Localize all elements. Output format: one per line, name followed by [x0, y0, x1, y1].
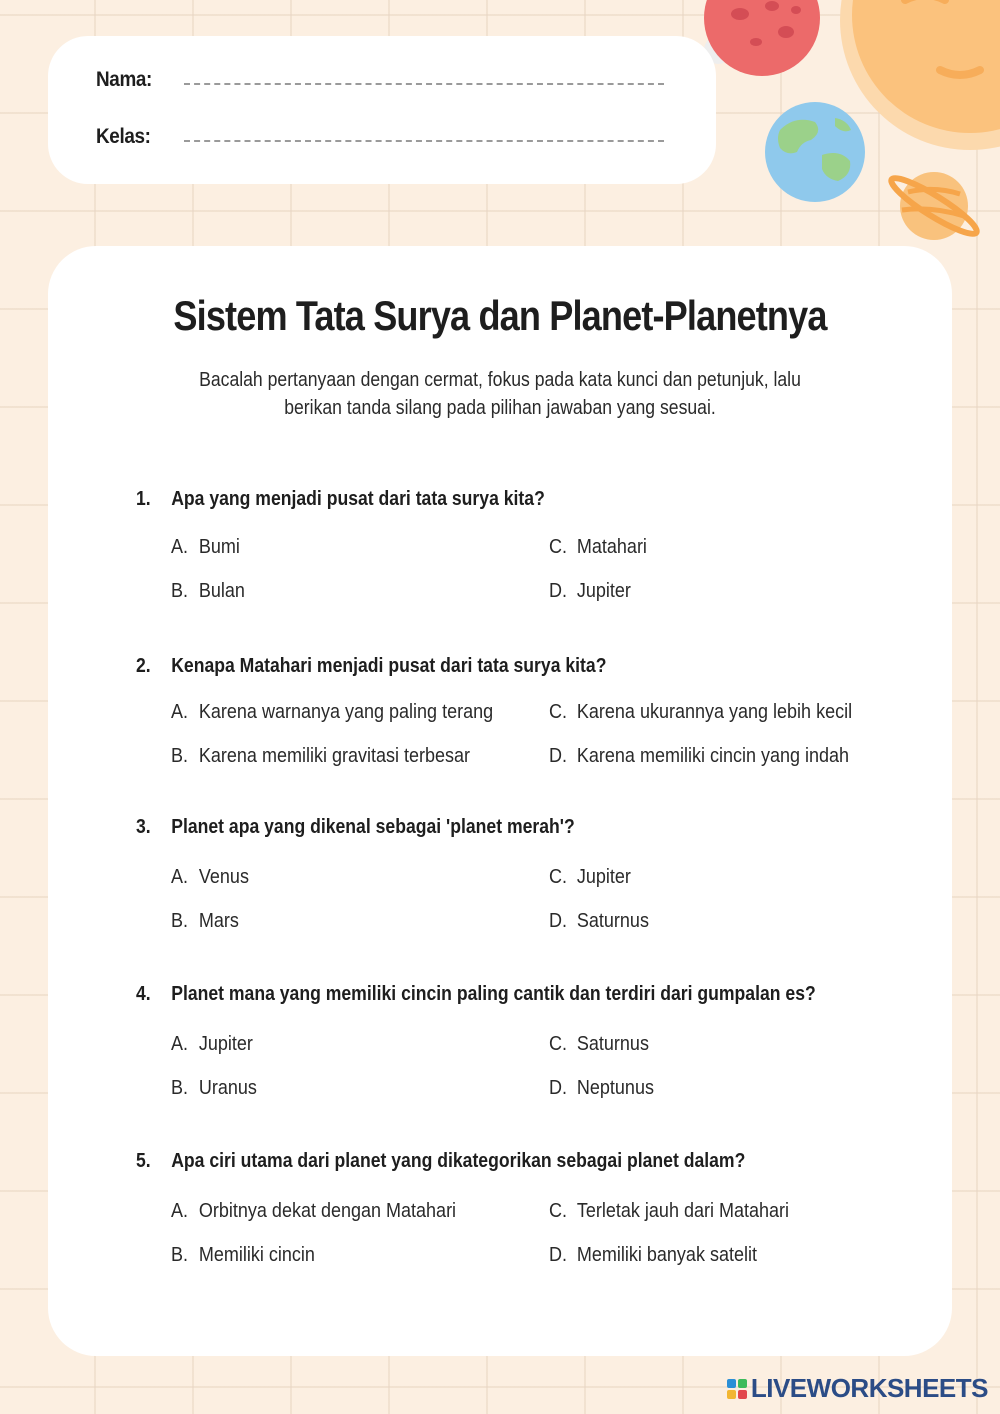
option-text: Karena memiliki gravitasi terbesar: [198, 744, 471, 767]
question-number: 5.: [136, 1150, 151, 1172]
option-letter: A.: [171, 1199, 189, 1222]
brand-text: LIVEWORKSHEETS: [750, 1373, 988, 1403]
instructions-line-2: berikan tanda silang pada pilihan jawaban yang sesuai.: [284, 397, 716, 419]
option-text: Bulan: [198, 579, 245, 602]
answer-option-b[interactable]: [171, 1066, 511, 1110]
question-number: 3.: [136, 816, 151, 838]
answer-option-d[interactable]: [549, 569, 855, 613]
answer-option-a[interactable]: [171, 855, 511, 899]
answer-option-c[interactable]: [549, 525, 855, 569]
answer-option-d[interactable]: [549, 1233, 855, 1277]
option-text: Orbitnya dekat dengan Matahari: [198, 1199, 457, 1222]
answer-option-c[interactable]: [549, 690, 855, 734]
question-text: Apa yang menjadi pusat dari tata surya kita?: [171, 488, 545, 510]
option-letter: D.: [549, 579, 567, 602]
answer-option-d[interactable]: [549, 734, 855, 778]
question-1: [136, 488, 916, 613]
liveworksheets-logo-icon: [727, 1379, 747, 1399]
question-text: Planet apa yang dikenal sebagai 'planet merah'?: [171, 816, 575, 838]
option-letter: D.: [549, 744, 567, 767]
answer-option-a[interactable]: [171, 1189, 511, 1233]
option-text: Terletak jauh dari Matahari: [576, 1199, 790, 1222]
option-letter: C.: [549, 1032, 567, 1055]
question-text: Kenapa Matahari menjadi pusat dari tata surya kita?: [171, 655, 607, 677]
option-letter: D.: [549, 1076, 567, 1099]
answer-option-c[interactable]: [549, 855, 855, 899]
answer-option-b[interactable]: [171, 1233, 511, 1277]
option-letter: D.: [549, 1243, 567, 1266]
option-letter: B.: [171, 909, 189, 932]
option-text: Karena ukurannya yang lebih kecil: [576, 700, 853, 723]
question-2: [136, 655, 916, 778]
option-text: Venus: [198, 865, 249, 888]
option-letter: C.: [549, 535, 567, 558]
option-text: Saturnus: [576, 1032, 649, 1055]
question-4: [136, 983, 916, 1110]
option-letter: B.: [171, 1243, 189, 1266]
option-text: Bumi: [198, 535, 240, 558]
option-text: Mars: [198, 909, 239, 932]
answer-option-b[interactable]: [171, 569, 511, 613]
answer-options: [171, 1189, 916, 1277]
question-number: 2.: [136, 655, 151, 677]
option-text: Uranus: [198, 1076, 257, 1099]
question-title: [136, 655, 822, 678]
option-letter: B.: [171, 579, 189, 602]
option-letter: A.: [171, 535, 189, 558]
question-number: 1.: [136, 488, 151, 510]
answer-option-a[interactable]: [171, 1022, 511, 1066]
question-5: [136, 1150, 916, 1277]
option-text: Karena warnanya yang paling terang: [198, 700, 494, 723]
option-text: Jupiter: [576, 865, 631, 888]
student-info-card: [48, 36, 716, 184]
answer-options: [171, 525, 916, 613]
answer-option-c[interactable]: [549, 1189, 855, 1233]
option-letter: C.: [549, 1199, 567, 1222]
name-label: Nama:: [96, 68, 152, 91]
option-text: Matahari: [576, 535, 647, 558]
class-field-row: [96, 125, 664, 149]
option-letter: D.: [549, 909, 567, 932]
question-title: [136, 1150, 822, 1173]
page-title: Sistem Tata Surya dan Planet-Planetnya: [173, 292, 827, 339]
answer-option-d[interactable]: [549, 899, 855, 943]
answer-option-d[interactable]: [549, 1066, 855, 1110]
option-text: Memiliki banyak satelit: [576, 1243, 757, 1266]
answer-options: [171, 690, 916, 778]
option-letter: B.: [171, 1076, 189, 1099]
option-text: Jupiter: [198, 1032, 253, 1055]
answer-option-a[interactable]: [171, 525, 511, 569]
mars-illustration: [700, 0, 824, 80]
question-title: [136, 816, 822, 839]
question-title: [136, 983, 822, 1006]
option-text: Memiliki cincin: [198, 1243, 315, 1266]
answer-option-c[interactable]: [549, 1022, 855, 1066]
name-field-row: [96, 68, 664, 92]
answer-option-b[interactable]: [171, 734, 511, 778]
instructions: [60, 366, 940, 422]
class-label: Kelas:: [96, 125, 151, 148]
class-input-line[interactable]: [184, 140, 664, 142]
answer-options: [171, 1022, 916, 1110]
answer-option-b[interactable]: [171, 899, 511, 943]
name-input-line[interactable]: [184, 83, 664, 85]
option-letter: A.: [171, 865, 189, 888]
answer-option-a[interactable]: [171, 690, 511, 734]
question-3: [136, 816, 916, 943]
saturn-illustration: [888, 160, 984, 256]
option-letter: B.: [171, 744, 189, 767]
liveworksheets-logo: [727, 1373, 988, 1404]
option-letter: C.: [549, 700, 567, 723]
option-letter: A.: [171, 1032, 189, 1055]
answer-options: [171, 855, 916, 943]
option-letter: C.: [549, 865, 567, 888]
instructions-line-1: Bacalah pertanyaan dengan cermat, fokus pada kata kunci dan petunjuk, lalu: [199, 369, 801, 391]
question-text: Planet mana yang memiliki cincin paling cantik dan terdiri dari gumpalan es?: [171, 983, 816, 1005]
earth-illustration: [760, 100, 870, 210]
question-title: [136, 488, 822, 511]
question-text: Apa ciri utama dari planet yang dikategorikan sebagai planet dalam?: [171, 1150, 746, 1172]
option-text: Saturnus: [576, 909, 649, 932]
option-text: Jupiter: [576, 579, 631, 602]
option-text: Karena memiliki cincin yang indah: [576, 744, 850, 767]
question-number: 4.: [136, 983, 151, 1005]
option-letter: A.: [171, 700, 189, 723]
option-text: Neptunus: [576, 1076, 654, 1099]
